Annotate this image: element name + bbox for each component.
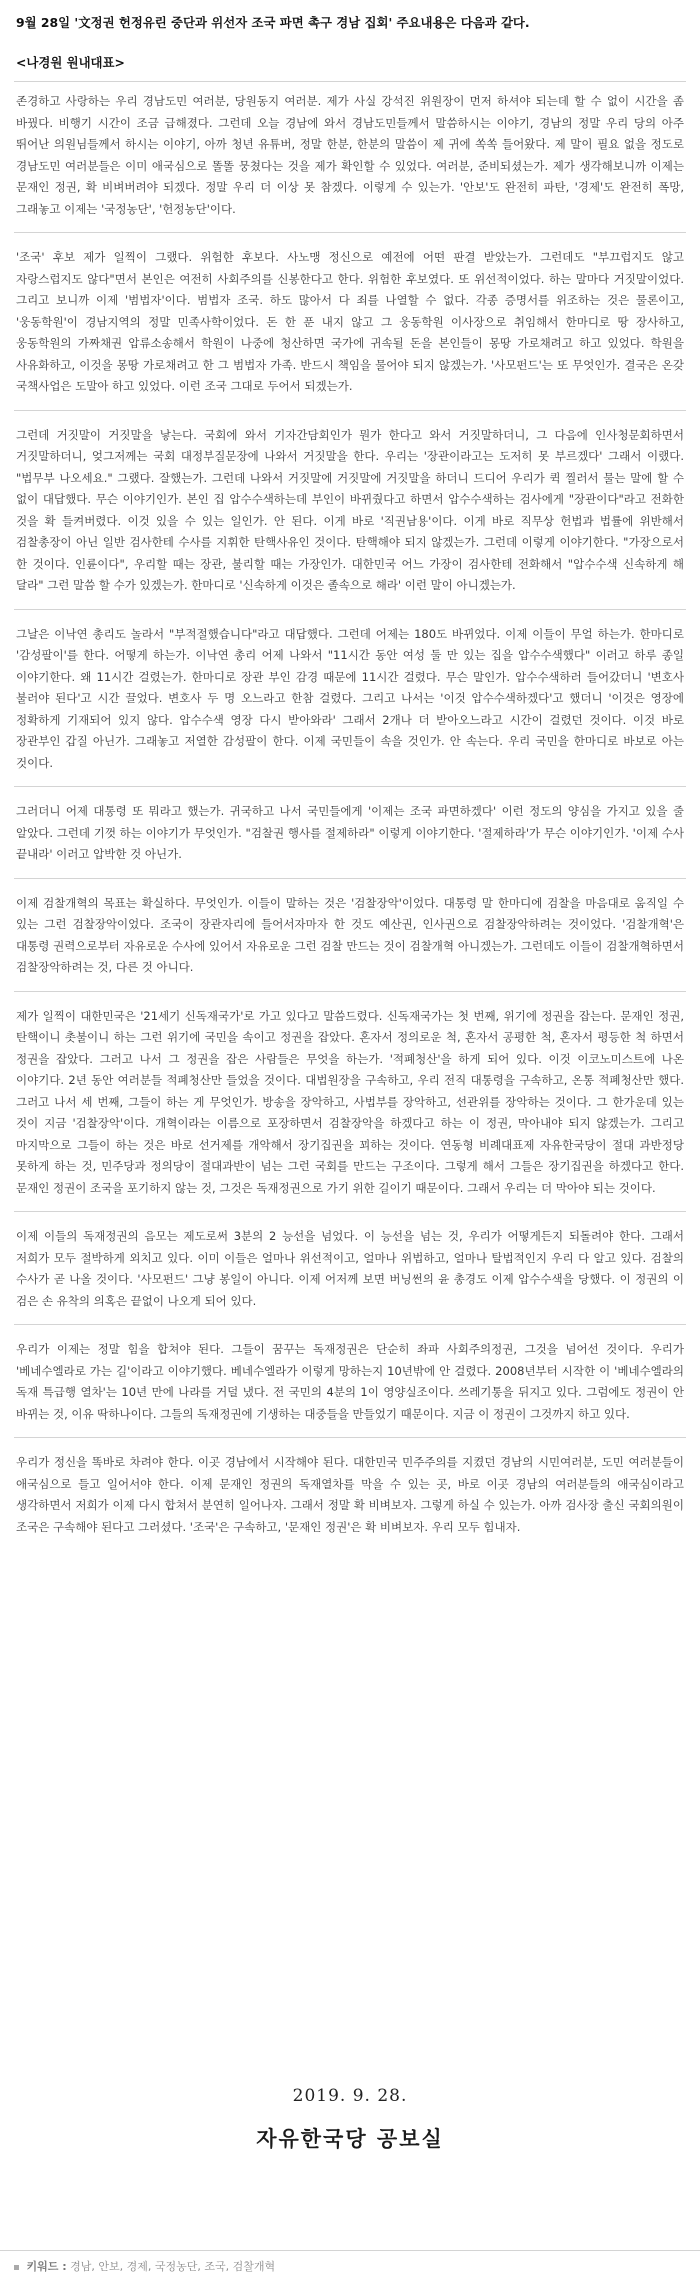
keywords-label: 키워드 :	[26, 2260, 67, 2273]
paragraph-divider	[14, 878, 686, 879]
speech-paragraph: 그런데 거짓말이 거짓말을 낳는다. 국회에 와서 기자간담회인가 뭔가 한다고 와서 거짓말하더니, 그 다음에 인사청문회하면서 거짓말하더니, 엊그저께는 국회 대정부질문장에 나와서 거짓말을 한다. 우리는 '장관이라고는 도저히 못 부르겠다' 그래서 이랬다. "법무부 나오세요." 그랬다. 잘했는가. 그런데 나와서 거짓말에 거짓말에 거짓말을 하더니 드디어 우리가 퀵 찔러서 물는 말에 할 수 없이 대답했다. 무슨 이야기인가. 본인 집 압수수색하는데 부인이 바뀌줬다고 하면서 압수수색하는 검사에게 "장관이다"라고 전화한 것을 확 들켜버렸다. 이것 있을 수 있는 일인가. 안 된다. 이게 바로 '직권남용'이다. 이게 바로 직무상 헌법과 법률에 위반해서 검찰총장이 아닌 일반 검사한테 수사를 지휘한 탄핵사유인 것이다. 탄핵해야 되지 않겠는가. 그런데 이렇게 이야기한다. "가장으로서 한 것이다. 인륜이다", 우리할 때는 장관, 불리할 때는 가장인가. 대한민국 어느 가장이 검사한테 전화해서 "압수수색 신속하게 해 달라" 그런 말씀 할 수가 있겠는가. 한마디로 '신속하게 이것은 졸속으로 해라' 이런 말이 아니겠는가.	[16, 427, 684, 592]
speech-paragraph: '조국' 후보 제가 일찍이 그랬다. 위험한 후보다. 사노맹 정신으로 예전에 어떤 판결 받았는가. 그런데도 "부끄럽지도 않고 자랑스럽지도 않다"면서 본인은 여전히 사회주의를 신봉한다고 한다. 위험한 후보였다. 또 위선적이었다. 하는 말마다 거짓말이었다. 그리고 보니까 이제 '범법자'이다. 범법자 조국. 하도 많아서 다 죄를 나열할 수 없다. 각종 증명서를 위조하는 것은 물론이고, '웅동학원'이 경남지역의 정말 민족사학이었다. 돈 한 푼 내지 않고 그 웅동학원 이사장으로 취임해서 한마디로 땅 장사하고, 웅동학원의 가짜채권 압류소송해서 학원이 나중에 청산하면 국가에 귀속될 돈을 본인들이 몽땅 가로채려고 하고 있었다. 학원을 사유화하고, 이것을 몽땅 가로채려고 한 그 범법자 가족. 반드시 책임을 물어야 되지 않겠는가. '사모펀드'는 또 무엇인가. 결국은 온갖 국책사업은 도말아 하고 있었다. 이런 조국 그대로 두어서 되겠는가.	[16, 250, 684, 393]
bullet-icon	[14, 2265, 19, 2270]
paragraph-divider	[14, 1211, 686, 1212]
headline: 9월 28일 '文정권 헌정유린 중단과 위선자 조국 파면 촉구 경남 집회' 주요내용은 다음과 같다.	[16, 15, 530, 30]
speech-paragraph: 우리가 정신을 똑바로 차려야 한다. 이곳 경남에서 시작해야 된다. 대한민국 민주주의를 지켰던 경남의 시민여러분, 도민 여러분들이 애국심으로 들고 일어서야 한다. 이제 문재인 정권의 독재열차를 막을 수 있는 곳, 바로 이곳 경남의 여러분들의 애국심이라고 생각하면서 저희가 이제 다시 합쳐서 분연히 일어나자. 그래서 정말 확 비벼보자. 그렇게 하실 수 있는가. 아까 검사장 출신 국회의원이 조국은 구속해야 된다고 그러셨다. '조국'은 구속하고, '문재인 정권'은 확 비벼보자. 우리 모두 힘내자.	[16, 1455, 684, 1534]
speech-paragraph: 이제 검찰개혁의 목표는 확실하다. 무엇인가. 이들이 말하는 것은 '검찰장악'이었다. 대통령 말 한마디에 검찰을 마음대로 움직일 수 있는 그런 검찰장악이었다. 조국이 장관자리에 들어서자마자 한 것도 예산권, 인사권으로 검찰장악하려는 것이었다. '검찰개혁'은 대통령 권력으로부터 자유로운 수사에 있어서 자유로운 그런 검찰 만드는 것이 검찰개혁 아니겠는가. 그런데도 이들이 검찰개혁하면서 검찰장악하려는 것, 다른 것 아니다.	[16, 895, 684, 974]
paragraph-divider	[14, 232, 686, 233]
keywords-list: 경남, 안보, 경제, 국정농단, 조국, 검찰개혁	[70, 2260, 276, 2273]
speech-paragraph: 우리가 이제는 정말 힘을 합쳐야 된다. 그들이 꿈꾸는 독재정권은 단순히 좌파 사회주의정권, 그것을 넘어선 것이다. 우리가 '베네수엘라로 가는 길'이라고 이야기했다. 베네수엘라가 이렇게 망하는지 10년밖에 안 걸렸다. 2008년부터 시작한 이 '베네수엘라의 독재 특급행 열차'는 10년 만에 나라를 거덜 냈다. 전 국민의 4분의 1이 영양실조이다. 쓰레기통을 뒤지고 있다. 그럼에도 정권이 안 바뀌는 것, 이유 딱하나이다. 그들의 독재정권에 기생하는 대중들을 만들었기 때문이다. 지금 이 정권이 그것까지 하고 있다.	[16, 1342, 684, 1421]
speaker-label: <나경원 원내대표>	[16, 55, 125, 70]
section-divider	[14, 81, 686, 82]
speech-paragraph: 제가 일찍이 대한민국은 '21세기 신독재국가'로 가고 있다고 말씀드렸다. 신독재국가는 첫 번째, 위기에 정권을 잡는다. 문재인 정권, 탄핵이니 촛불이니 하는 그런 위기에 국민을 속이고 정권을 잡았다. 혼자서 정의로운 척, 혼자서 공평한 척, 혼자서 평등한 척 하면서 정권을 잡았다. 그러고 나서 그 정권을 잡은 사람들은 무엇을 하는가. '적폐청산'을 하게 되어 있다. 이것 이코노미스트에 나온 이야기다. 2년 동안 여러분들 적폐청산만 들었을 것이다. 대법원장을 구속하고, 우리 전직 대통령을 구속하고, 온통 적폐청산만 했다. 그러고 나서 세 번째, 그들이 하는 게 무엇인가. 방송을 장악하고, 사법부를 장악하고, 선관위를 장악하는 것이다. 그 한가운데 있는 것이 지금 '검찰장악'이다. 개혁이라는 이름으로 포장하면서 검찰장악을 하겠다고 하는 이 정권, 막아내야 되지 않겠는가. 그리고 마지막으로 그들이 하는 것은 바로 선거제를 개악해서 장기집권을 꾀하는 것이다. 연동형 비례대표제 자유한국당이 절대 과반정당 못하게 하는 것, 민주당과 정의당이 절대과반이 넘는 그런 국회를 만드는 구조이다. 그렇게 해서 그들은 장기집권을 하겠다고 한다. 문재인 정권이 조국을 포기하지 않는 것, 그것은 독재정권으로 가기 위한 길이기 때문이다. 그래서 우리는 더 막아야 되는 것이다.	[16, 1008, 684, 1195]
keywords-bar	[0, 2250, 700, 2282]
issuing-organization: 자유한국당 공보실	[256, 2127, 444, 2151]
release-date: 2019. 9. 28.	[292, 2086, 408, 2106]
speech-paragraph: 이제 이들의 독재정권의 음모는 제도로써 3분의 2 능선을 넘었다. 이 능선을 넘는 것, 우리가 어떻게든지 되돌려야 한다. 그래서 저희가 모두 절박하게 외치고 있다. 이미 이들은 얼마나 위선적이고, 얼마나 위법하고, 얼마나 탈법적인지 우리 다 알고 있다. 검찰의 수사가 곧 나올 것이다. '사모펀드' 그냥 봉일이 아니다. 이제 어저께 보면 버닝썬의 윤 총경도 이제 압수수색을 당했다. 이 정권의 이 검은 손 유착의 의혹은 끝없이 나오게 되어 있다.	[16, 1229, 684, 1308]
speech-paragraph: 존경하고 사랑하는 우리 경남도민 여러분, 당원동지 여러분. 제가 사실 강석진 위원장이 먼저 하셔야 되는데 할 수 없이 시간을 좀 바꿨다. 비행기 시간이 조금 급해졌다. 그런데 오늘 경남에 와서 경남도민들께서 말씀하시는 이야기, 경남의 정말 우리 당의 아주 뛰어난 의원님들께서 하시는 이야기, 아까 청년 유튜버, 정말 한분, 한분의 말씀이 제 귀에 쏙쏙 들어왔다. 제 말이 필요 없을 정도로 경남도민 여러분들은 이미 애국심으로 똘똘 뭉쳤다는 것을 제가 확인할 수 있었다. 여러분, 준비되셨는가. 제가 생각해보니까 이제는 문재인 정권, 확 비벼버려야 되겠다. 정말 우리 더 이상 못 참겠다. 이렇게 수 있는가. '안보'도 완전히 파탄, '경제'도 완전히 폭망, 그래놓고 이제는 '국정농단', '헌정농단'이다.	[16, 94, 684, 216]
paragraph-divider	[14, 410, 686, 411]
signature-block	[0, 2085, 700, 2153]
paragraph-divider	[14, 1437, 686, 1438]
speech-body	[14, 91, 686, 1538]
speech-paragraph: 그날은 이낙연 총리도 놀라서 "부적절했습니다"라고 대답했다. 그런데 어제는 180도 바뀌었다. 이제 이들이 무얼 하는가. 한마디로 '감성팔이'를 한다. 어떻게 하는가. 이낙연 총리 어제 나와서 "11시간 동안 여성 둘 만 있는 집을 압수수색했다" 이러고 하루 종일 이야기한다. 왜 11시간 걸렸는가. 한마디로 장관 부인 감경 때문에 11시간 걸렸다. 무슨 말인가. 압수수색하러 들어갔더니 '변호사 불러야 된다'고 시간 끌었다. 변호사 두 명 오느라고 한참 걸렸다. 그리고 나서는 '이것 압수수색하겠다'고 했더니 '이것은 영장에 정확하게 기재되어 있지 않다. 압수수색 영장 다시 받아와라' 그래서 2개나 더 받아오느라고 시간이 걸렸던 것이다. 이것 바로 장관부인 갑질 아닌가. 그래놓고 저열한 감성팔이 한다. 이제 국민들이 속을 것인가. 안 속는다. 우리 국민을 한마디로 바보로 아는 것이다.	[16, 626, 684, 770]
paragraph-divider	[14, 786, 686, 787]
paragraph-divider	[14, 609, 686, 610]
speech-paragraph: 그러더니 어제 대통령 또 뭐라고 했는가. 귀국하고 나서 국민들에게 '이제는 조국 파면하겠다' 이런 정도의 양심을 가지고 있을 줄 알았다. 그런데 기껏 하는 이야기가 무엇인가. "검찰권 행사를 절제하라" 이렇게 이야기한다. '절제하라'가 무슨 이야기인가. '이제 수사 끝내라' 이러고 압박한 것 아닌가.	[16, 804, 684, 861]
paragraph-divider	[14, 991, 686, 992]
paragraph-divider	[14, 1324, 686, 1325]
